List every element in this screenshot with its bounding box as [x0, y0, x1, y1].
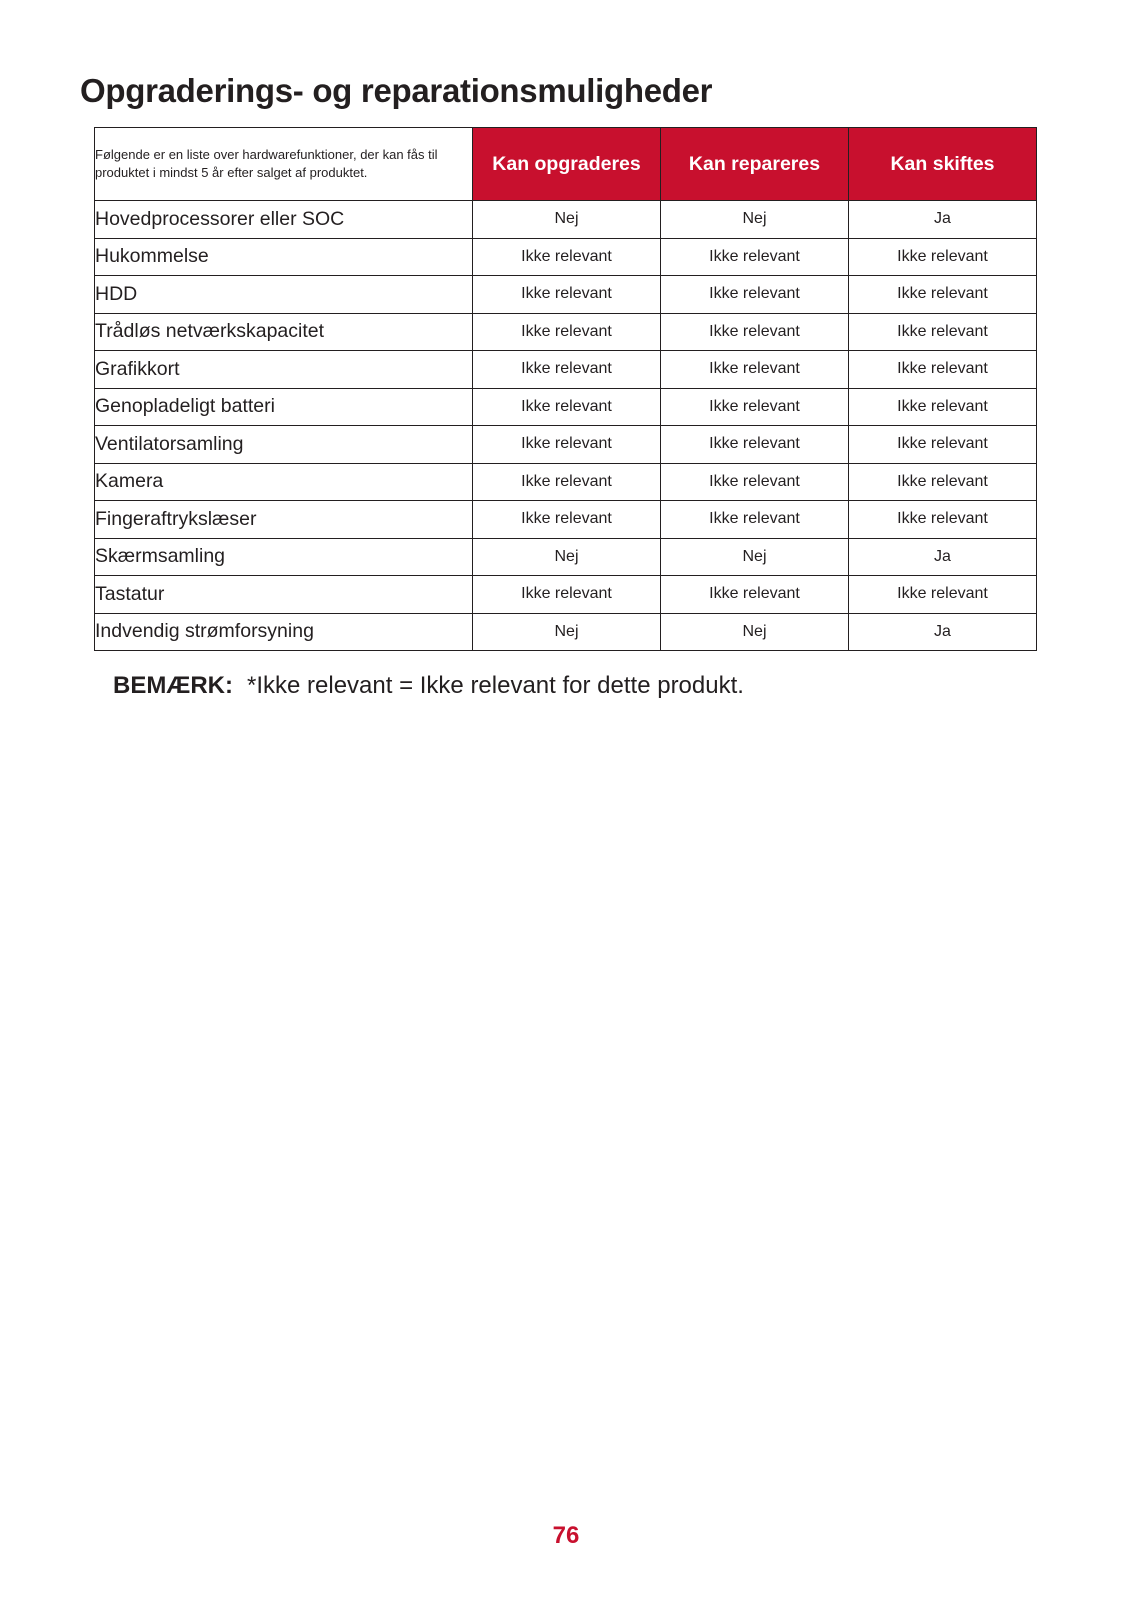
table-cell: Nej — [661, 613, 849, 651]
table-cell: Ikke relevant — [849, 501, 1037, 539]
row-label: Indvendig strømforsyning — [95, 613, 473, 651]
table-cell: Ikke relevant — [849, 313, 1037, 351]
table-row — [95, 463, 1037, 501]
table-header-row — [95, 128, 1037, 201]
table-cell: Ikke relevant — [849, 388, 1037, 426]
table-body — [95, 201, 1037, 651]
column-header-upgradable: Kan opgraderes — [473, 128, 661, 201]
table-cell: Ikke relevant — [849, 576, 1037, 614]
table-cell: Ikke relevant — [661, 388, 849, 426]
table-row — [95, 576, 1037, 614]
table-cell: Ikke relevant — [661, 238, 849, 276]
table-row — [95, 501, 1037, 539]
page-title: Opgraderings- og reparationsmuligheder — [80, 72, 713, 109]
repair-options-table — [94, 127, 1037, 651]
note-label: BEMÆRK: — [113, 672, 233, 699]
table-row — [95, 613, 1037, 651]
table-cell: Nej — [661, 201, 849, 239]
table-intro-text: Følgende er en liste over hardwarefunktioner, der kan fås til produktet i mindst 5 år efter salget af produktet. — [95, 128, 473, 201]
table-cell: Ikke relevant — [473, 238, 661, 276]
table-cell: Ikke relevant — [661, 576, 849, 614]
table-cell: Ikke relevant — [473, 313, 661, 351]
table-cell: Ikke relevant — [473, 426, 661, 464]
table-cell: Ikke relevant — [473, 351, 661, 389]
row-label: Ventilatorsamling — [95, 426, 473, 464]
column-header-replaceable: Kan skiftes — [849, 128, 1037, 201]
table-cell: Ikke relevant — [473, 388, 661, 426]
table-cell: Nej — [473, 201, 661, 239]
table-cell: Ikke relevant — [473, 576, 661, 614]
column-header-repairable: Kan repareres — [661, 128, 849, 201]
table-cell: Ikke relevant — [849, 463, 1037, 501]
table-cell: Ikke relevant — [849, 238, 1037, 276]
row-label: Fingeraftrykslæser — [95, 501, 473, 539]
row-label: Skærmsamling — [95, 538, 473, 576]
note-text: *Ikke relevant = Ikke relevant for dette produkt. — [247, 672, 744, 699]
table-cell: Ikke relevant — [661, 463, 849, 501]
table-cell: Nej — [473, 613, 661, 651]
table-cell: Ikke relevant — [661, 426, 849, 464]
table-cell: Ikke relevant — [661, 276, 849, 314]
table-row — [95, 238, 1037, 276]
table-row — [95, 351, 1037, 389]
table-row — [95, 388, 1037, 426]
table-cell: Ja — [849, 201, 1037, 239]
table-cell: Ikke relevant — [473, 501, 661, 539]
row-label: HDD — [95, 276, 473, 314]
table-cell: Ikke relevant — [849, 276, 1037, 314]
table-cell: Nej — [661, 538, 849, 576]
row-label: Hovedprocessorer eller SOC — [95, 201, 473, 239]
table-cell: Ja — [849, 538, 1037, 576]
row-label: Tastatur — [95, 576, 473, 614]
table-row — [95, 426, 1037, 464]
table-cell: Ikke relevant — [661, 351, 849, 389]
table-row — [95, 201, 1037, 239]
row-label: Grafikkort — [95, 351, 473, 389]
row-label: Kamera — [95, 463, 473, 501]
row-label: Genopladeligt batteri — [95, 388, 473, 426]
table-row — [95, 313, 1037, 351]
table-cell: Ikke relevant — [661, 313, 849, 351]
table-cell: Ikke relevant — [473, 276, 661, 314]
table-cell: Ja — [849, 613, 1037, 651]
table-row — [95, 538, 1037, 576]
table-cell: Ikke relevant — [473, 463, 661, 501]
table-cell: Nej — [473, 538, 661, 576]
table-cell: Ikke relevant — [661, 501, 849, 539]
note — [113, 672, 744, 700]
page-number: 76 — [552, 1522, 580, 1549]
table-cell: Ikke relevant — [849, 351, 1037, 389]
row-label: Trådløs netværkskapacitet — [95, 313, 473, 351]
row-label: Hukommelse — [95, 238, 473, 276]
table-cell: Ikke relevant — [849, 426, 1037, 464]
table-row — [95, 276, 1037, 314]
